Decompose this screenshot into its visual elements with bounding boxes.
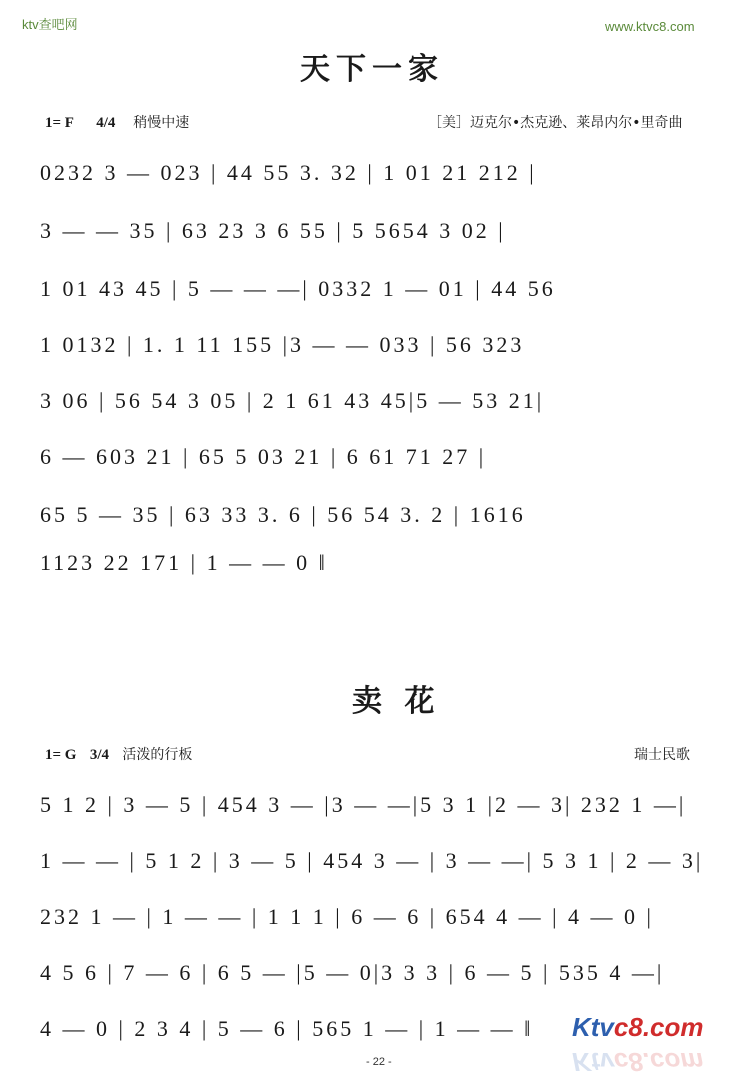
notation-line: 5 1 2 | 3 — 5 | 454 3 — |3 — —|5 3 1 |2 — 3| 232 1 —| (40, 792, 687, 817)
song-1-meta (45, 112, 189, 132)
site-url-right[interactable]: www.ktvc8.com (605, 19, 695, 34)
notation-line: 65 5 — 35 | 63 33 3. 6 | 56 54 3. 2 | 1616 (40, 502, 526, 527)
song-1-title: 天下一家 (300, 52, 444, 87)
notation-line: 232 1 — | 1 — — | 1 1 1 | 6 — 6 | 654 4 — | 4 — 0 | (40, 904, 654, 929)
notation-line: 1 — — | 5 1 2 | 3 — 5 | 454 3 — | 3 — —| 5 3 1 | 2 — 3| (40, 848, 704, 873)
notation-line: 1123 22 171 | 1 — — 0 ‖ (40, 550, 328, 575)
site-name-left: ktv查吧网 (22, 17, 78, 32)
notation-line: 4 — 0 | 2 3 4 | 5 — 6 | 565 1 — | 1 — — ‖ (40, 1016, 534, 1041)
watermark-reflection: Ktvc8.com (572, 1047, 704, 1077)
notation-line: 0232 3 — 023 | 44 55 3. 32 | 1 01 21 212 | (40, 160, 537, 185)
notation-line: 4 5 6 | 7 — 6 | 6 5 — |5 — 0|3 3 3 | 6 — 5 | 535 4 —| (40, 960, 665, 985)
notation-line: 1 0132 | 1. 1 11 155 |3 — — 033 | 56 323 (40, 332, 525, 357)
song-1-composer: ［美］迈克尔•杰克逊、莱昂内尔•里奇曲 (428, 115, 683, 131)
notation-line: 3 — — 35 | 63 23 3 6 55 | 5 5654 3 02 | (40, 218, 506, 243)
page-number: - 22 - (366, 1056, 392, 1068)
notation-line: 6 — 603 21 | 65 5 03 21 | 6 61 71 27 | (40, 444, 487, 469)
watermark-logo: Ktvc8.com (572, 1012, 704, 1042)
song-2-key: 1= G (45, 747, 77, 763)
notation-line: 1 01 43 45 | 5 — — —| 0332 1 — 01 | 44 56 (40, 276, 556, 301)
song-2-title: 卖 花 (352, 684, 441, 719)
song-2-time: 3/4 (89, 747, 109, 763)
song-2-tempo: 活泼的行板 (122, 747, 193, 763)
song-1-time: 4/4 (96, 115, 116, 131)
song-2-meta (45, 744, 192, 764)
song-1-tempo: 稍慢中速 (133, 115, 190, 131)
notation-line: 3 06 | 56 54 3 05 | 2 1 61 43 45|5 — 53 21| (40, 388, 545, 413)
song-2-origin: 瑞士民歌 (634, 747, 690, 763)
song-1-key: 1= F (45, 115, 74, 131)
